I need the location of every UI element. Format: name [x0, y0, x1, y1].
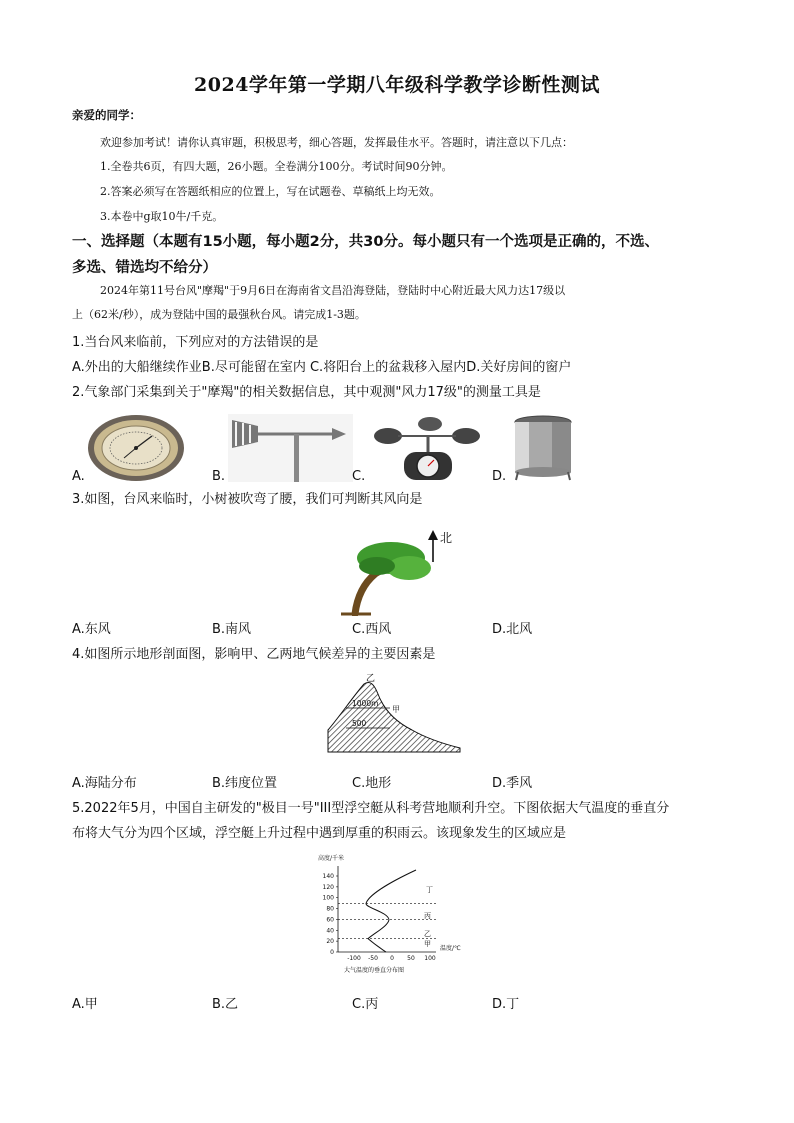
y-tick-label: 140: [322, 873, 334, 880]
y-tick-label: 100: [322, 894, 334, 902]
greeting: 亲爱的同学：: [72, 108, 141, 122]
q3-option-c: C.西风: [352, 622, 392, 637]
y-tick-label: 20: [326, 938, 334, 946]
region-ding: 丁: [426, 886, 433, 894]
q3-stem: 3.如图，台风来临时，小树被吹弯了腰，我们可判断其风向是: [72, 492, 423, 507]
altitude-500-label: 500: [352, 719, 367, 728]
y-tick-label: 0: [330, 949, 334, 956]
q4-option-b: B.纬度位置: [212, 776, 278, 791]
note-3: 3.本卷中g取10牛/千克。: [100, 210, 224, 223]
altitude-1000-label: 1000m: [352, 699, 379, 708]
note-1: 1.全卷共6页，有四大题，26小题。全卷满分100分。考试时间90分钟。: [100, 160, 453, 173]
q4-stem: 4.如图所示地形剖面图，影响甲、乙两地气候差异的主要因素是: [72, 647, 436, 662]
q5-stem-line-2: 布将大气分为四个区域，浮空艇上升过程中遇到厚重的积雨云。该现象发生的区域应是: [72, 826, 567, 841]
passage-line-1: 2024年第11号台风"摩羯"于9月6日在海南省文昌沿海登陆，登陆时中心附近最大风力达17级以: [100, 284, 566, 297]
section-heading: 一、选择题（本题有15小题，每小题2分，共30分。每小题只有一个选项是正确的，不选、: [72, 234, 659, 250]
y-tick-label: 120: [322, 883, 334, 891]
x-tick-label: 100: [424, 955, 436, 962]
q1-options: A.外出的大船继续作业B.尽可能留在室内 C.将阳台上的盆栽移入屋内D.关好房间的窗户: [72, 360, 572, 375]
q5-stem-line-1: 5.2022年5月，中国自主研发的"极目一号"III型浮空艇从科考营地顺利升空。下图依据大气温度的垂直分: [72, 801, 670, 816]
passage-line-2: 上（62米/秒），成为登陆中国的最强秋台风。请完成1-3题。: [72, 308, 366, 321]
q4-option-c: C.地形: [352, 776, 392, 791]
q5-option-d: D.丁: [492, 997, 520, 1012]
y-tick-label: 80: [326, 905, 334, 913]
terrain-profile-figure: [326, 672, 462, 756]
x-tick-label: -50: [368, 955, 378, 962]
q5-option-b: B.乙: [212, 997, 239, 1012]
q3-option-b: B.南风: [212, 622, 252, 637]
q2-label-d: D.: [492, 469, 507, 484]
region-yi: 乙: [424, 930, 431, 938]
peak-label: 乙: [366, 674, 376, 684]
intro-text: 欢迎参加考试！请你认真审题，积极思考，细心答题，发挥最佳水平。答题时，请注意以下几点：: [100, 136, 573, 149]
q2-label-a: A.: [72, 469, 85, 484]
q4-option-d: D.季风: [492, 776, 533, 791]
q2-label-c: C.: [352, 469, 366, 484]
north-label: 北: [440, 531, 453, 545]
q5-option-c: C.丙: [352, 997, 379, 1012]
q3-option-d: D.北风: [492, 622, 533, 637]
note-2: 2.答案必须写在答题纸相应的位置上，写在试题卷、草稿纸上均无效。: [100, 185, 441, 198]
q2-stem: 2.气象部门采集到关于"摩羯"的相关数据信息，其中观测"风力17级"的测量工具是: [72, 385, 541, 400]
q4-option-a: A.海陆分布: [72, 776, 137, 791]
y-axis-label: 高度/千米: [318, 855, 345, 862]
region-bing: 丙: [424, 912, 431, 920]
x-tick-label: -100: [347, 955, 361, 962]
point-label: 甲: [392, 705, 400, 714]
temperature-profile-figure: [316, 852, 480, 976]
y-tick-label: 60: [326, 916, 334, 924]
q1-stem: 1.当台风来临前，下列应对的方法错误的是: [72, 335, 319, 350]
temperature-curve: [366, 870, 416, 952]
page-title: 2024学年第一学期八年级科学教学诊断性测试: [194, 74, 600, 96]
figure-caption: 大气温度的垂直分布图: [344, 967, 405, 974]
section-heading-cont: 多选、错选均不给分）: [72, 260, 217, 276]
anemometer-icon: [368, 414, 488, 482]
x-tick-label: 50: [407, 955, 415, 962]
barometer-icon: [86, 412, 186, 482]
q2-label-b: B.: [212, 469, 226, 484]
x-tick-label: 0: [390, 955, 394, 962]
region-jia: 甲: [424, 940, 431, 948]
x-axis-label: 温度/℃: [440, 945, 461, 952]
rain-gauge-icon: [508, 414, 578, 482]
q3-option-a: A.东风: [72, 622, 111, 637]
y-tick-label: 40: [326, 927, 334, 935]
bent-tree-figure: [335, 528, 455, 616]
q5-option-a: A.甲: [72, 997, 98, 1012]
wind-vane-icon: [228, 414, 353, 482]
